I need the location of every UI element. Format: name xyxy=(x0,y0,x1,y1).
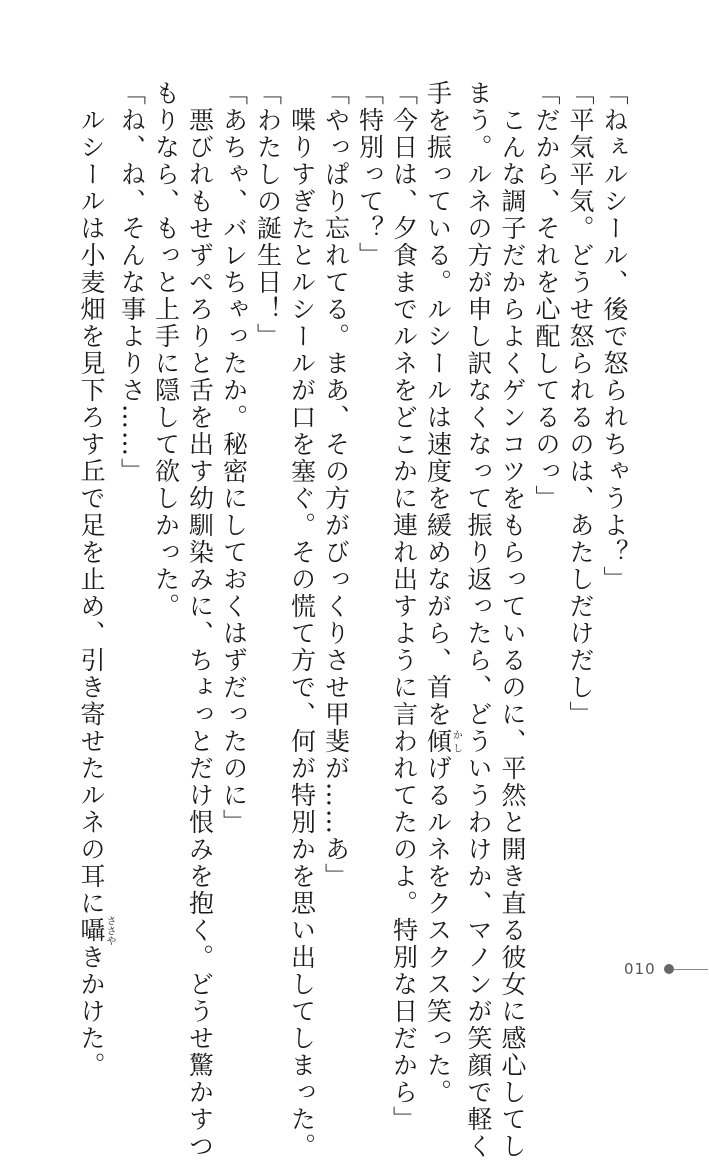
text-line-5: まう。ルネの方が申し訳なくなって振り返ったら、どういうわけか、マノンが笑顔で軽く xyxy=(464,80,493,1160)
page-number: 010 xyxy=(624,960,656,978)
text-line-1: 「ねぇルシール、後で怒られちゃうよ？」 xyxy=(600,80,629,593)
text-line-11: 「わたしの誕生日！」 xyxy=(253,80,283,350)
text-line-7: 「今日は、夕食までルネをどこかに連れ出すように言われてたのよ。特別な日だから」 xyxy=(389,80,419,1133)
text-line-16-body: ルシールは小麦畑を見下ろす丘で足を止め、引き寄せたルネの耳に囁ささやきかけた。 xyxy=(77,80,115,1079)
ruby-sasaya-rt: ささや xyxy=(104,915,115,946)
ruby-sasaya: 囁ささや xyxy=(77,915,115,946)
text-line-6-middle: ルシールは速度を緩めながら、首を xyxy=(423,296,453,728)
page-footer xyxy=(624,960,708,978)
vertical-text-body xyxy=(73,80,631,1160)
text-line-10: 喋りすぎたとルシールが口を塞ぐ。その慌て方で、何が特別かを思い出してしまった。 xyxy=(287,80,317,1160)
text-line-14: もりなら、もっと上手に隠して欲しかった。 xyxy=(151,80,181,620)
text-line-8: 「特別って？」 xyxy=(355,80,385,269)
text-line-2: 「平気平気。どうせ怒られるのは、あたしだけだし」 xyxy=(566,80,595,728)
text-line-13: 悪びれもせずぺろりと舌を出す幼馴染みに、ちょっとだけ恨みを抱く。どうせ驚かすつ xyxy=(185,80,215,1160)
ruby-kashi-base: 傾 xyxy=(423,728,453,755)
text-line-15: 「ね、ね、そんな事よりさ……」 xyxy=(117,80,147,485)
page-marker-rule xyxy=(674,969,708,970)
text-line-6 xyxy=(421,80,462,1106)
text-line-16 xyxy=(74,80,115,1079)
ruby-kashi-reading: かし xyxy=(450,728,462,755)
page-marker-dot-icon xyxy=(664,964,674,974)
ruby-kashi xyxy=(423,728,462,755)
text-line-4: こんな調子だからよくゲンコツをもらっているのに、平然と開き直る彼女に感心してし xyxy=(498,80,527,1160)
text-line-6-start: 手を振っている。 xyxy=(423,80,453,296)
text-line-9: 「やっぱり忘れてる。まあ、その方がびっくりさせ甲斐が……あ」 xyxy=(321,80,351,890)
text-line-12: 「あちゃ、バレちゃったか。秘密にしておくはずだったのに」 xyxy=(219,80,249,836)
text-line-3: 「だから、それを心配してるのっ」 xyxy=(532,80,561,512)
text-line-6-end: げるルネをクスクス笑った。 xyxy=(423,755,453,1106)
